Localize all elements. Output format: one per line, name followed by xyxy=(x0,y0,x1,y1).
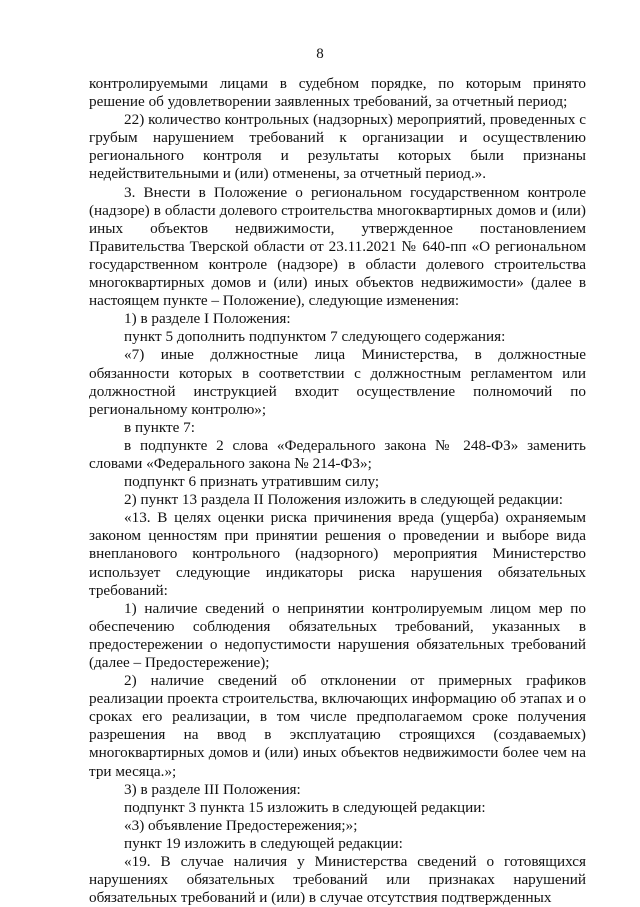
paragraph-point-19: пункт 19 изложить в следующей редакции: xyxy=(124,834,403,852)
paragraph-section-2: 2) пункт 13 раздела II Положения изложить в следующей редакции: xyxy=(124,491,564,509)
paragraph-point-15: подпункт 3 пункта 15 изложить в следующей редакции: xyxy=(124,798,486,816)
page-number: 8 xyxy=(316,46,324,62)
paragraph-indicator-2: 2) наличие сведений об отклонении от примерных графиков реализации проекта строительства, включающих информацию об этапах и о сроках его реализации, в том числе предполагаемом сроке получения разрешения на ввод в эксплуатацию строящихся (создаваемых) многоквартирных домов и (или) иных объектов недвижимости более чем на три месяца.»; xyxy=(89,672,586,780)
paragraph-point-3: 3. Внести в Положение о региональном государственном контроле (надзоре) в области долевого строительства многоквартирных домов и (или) иных объектов недвижимости, утвержденное постановлением Правительства Тверской области от 23.11.2021 № 640-пп «О региональном государственном контроле (надзоре) в области долевого строительства многоквартирных домов и (или) иных объектов недвижимости» (далее в настоящем пункте – Положение), следующие изменения: xyxy=(89,183,586,310)
paragraph-item-22: 22) количество контрольных (надзорных) мероприятий, проведенных с грубым нарушением требований к организации и осуществлению регионального контроля и результаты которых были признаны недействительными и (или) отменены, за отчетный период.». xyxy=(89,111,586,183)
paragraph-point-5: пункт 5 дополнить подпунктом 7 следующего содержания: xyxy=(124,328,506,346)
paragraph-subpoint-2: в подпункте 2 слова «Федерального закона № 248-ФЗ» заменить словами «Федерального закона № 214-ФЗ»; xyxy=(89,436,586,472)
document-body xyxy=(89,75,586,907)
paragraph-subpoint-6: подпункт 6 признать утратившим силу; xyxy=(124,473,380,491)
paragraph-section-1: 1) в разделе I Положения: xyxy=(124,310,291,328)
paragraph-subpoint-3: «3) объявление Предостережения;»; xyxy=(124,816,358,834)
paragraph-point-19-text: «19. В случае наличия у Министерства сведений о готовящихся нарушениях обязательных требований или признаках нарушений обязательных требований и (или) в случае отсутствия подтвержденных xyxy=(89,853,586,907)
paragraph-point-7: в пункте 7: xyxy=(124,418,195,436)
paragraph-indicator-1: 1) наличие сведений о непринятии контролируемым лицом мер по обеспечению соблюдения обязательных требований, указанных в предостережении о недопустимости нарушения обязательных требований (далее – Предостережение); xyxy=(89,599,586,671)
paragraph-continuation: контролируемыми лицами в судебном порядке, по которым принято решение об удовлетворении заявленных требований, за отчетный период; xyxy=(89,75,586,111)
paragraph-point-13: «13. В целях оценки риска причинения вреда (ущерба) охраняемым законом ценностям при принятии решения о проведении и выборе вида внепланового контрольного (надзорного) мероприятия Министерство использует следующие индикаторы риска нарушения обязательных требований: xyxy=(89,509,586,599)
paragraph-subpoint-7: «7) иные должностные лица Министерства, в должностные обязанности которых в соответствии с должностным регламентом или должностной инструкцией входит осуществление полномочий по региональному контролю»; xyxy=(89,346,586,418)
paragraph-section-3: 3) в разделе III Положения: xyxy=(124,780,301,798)
